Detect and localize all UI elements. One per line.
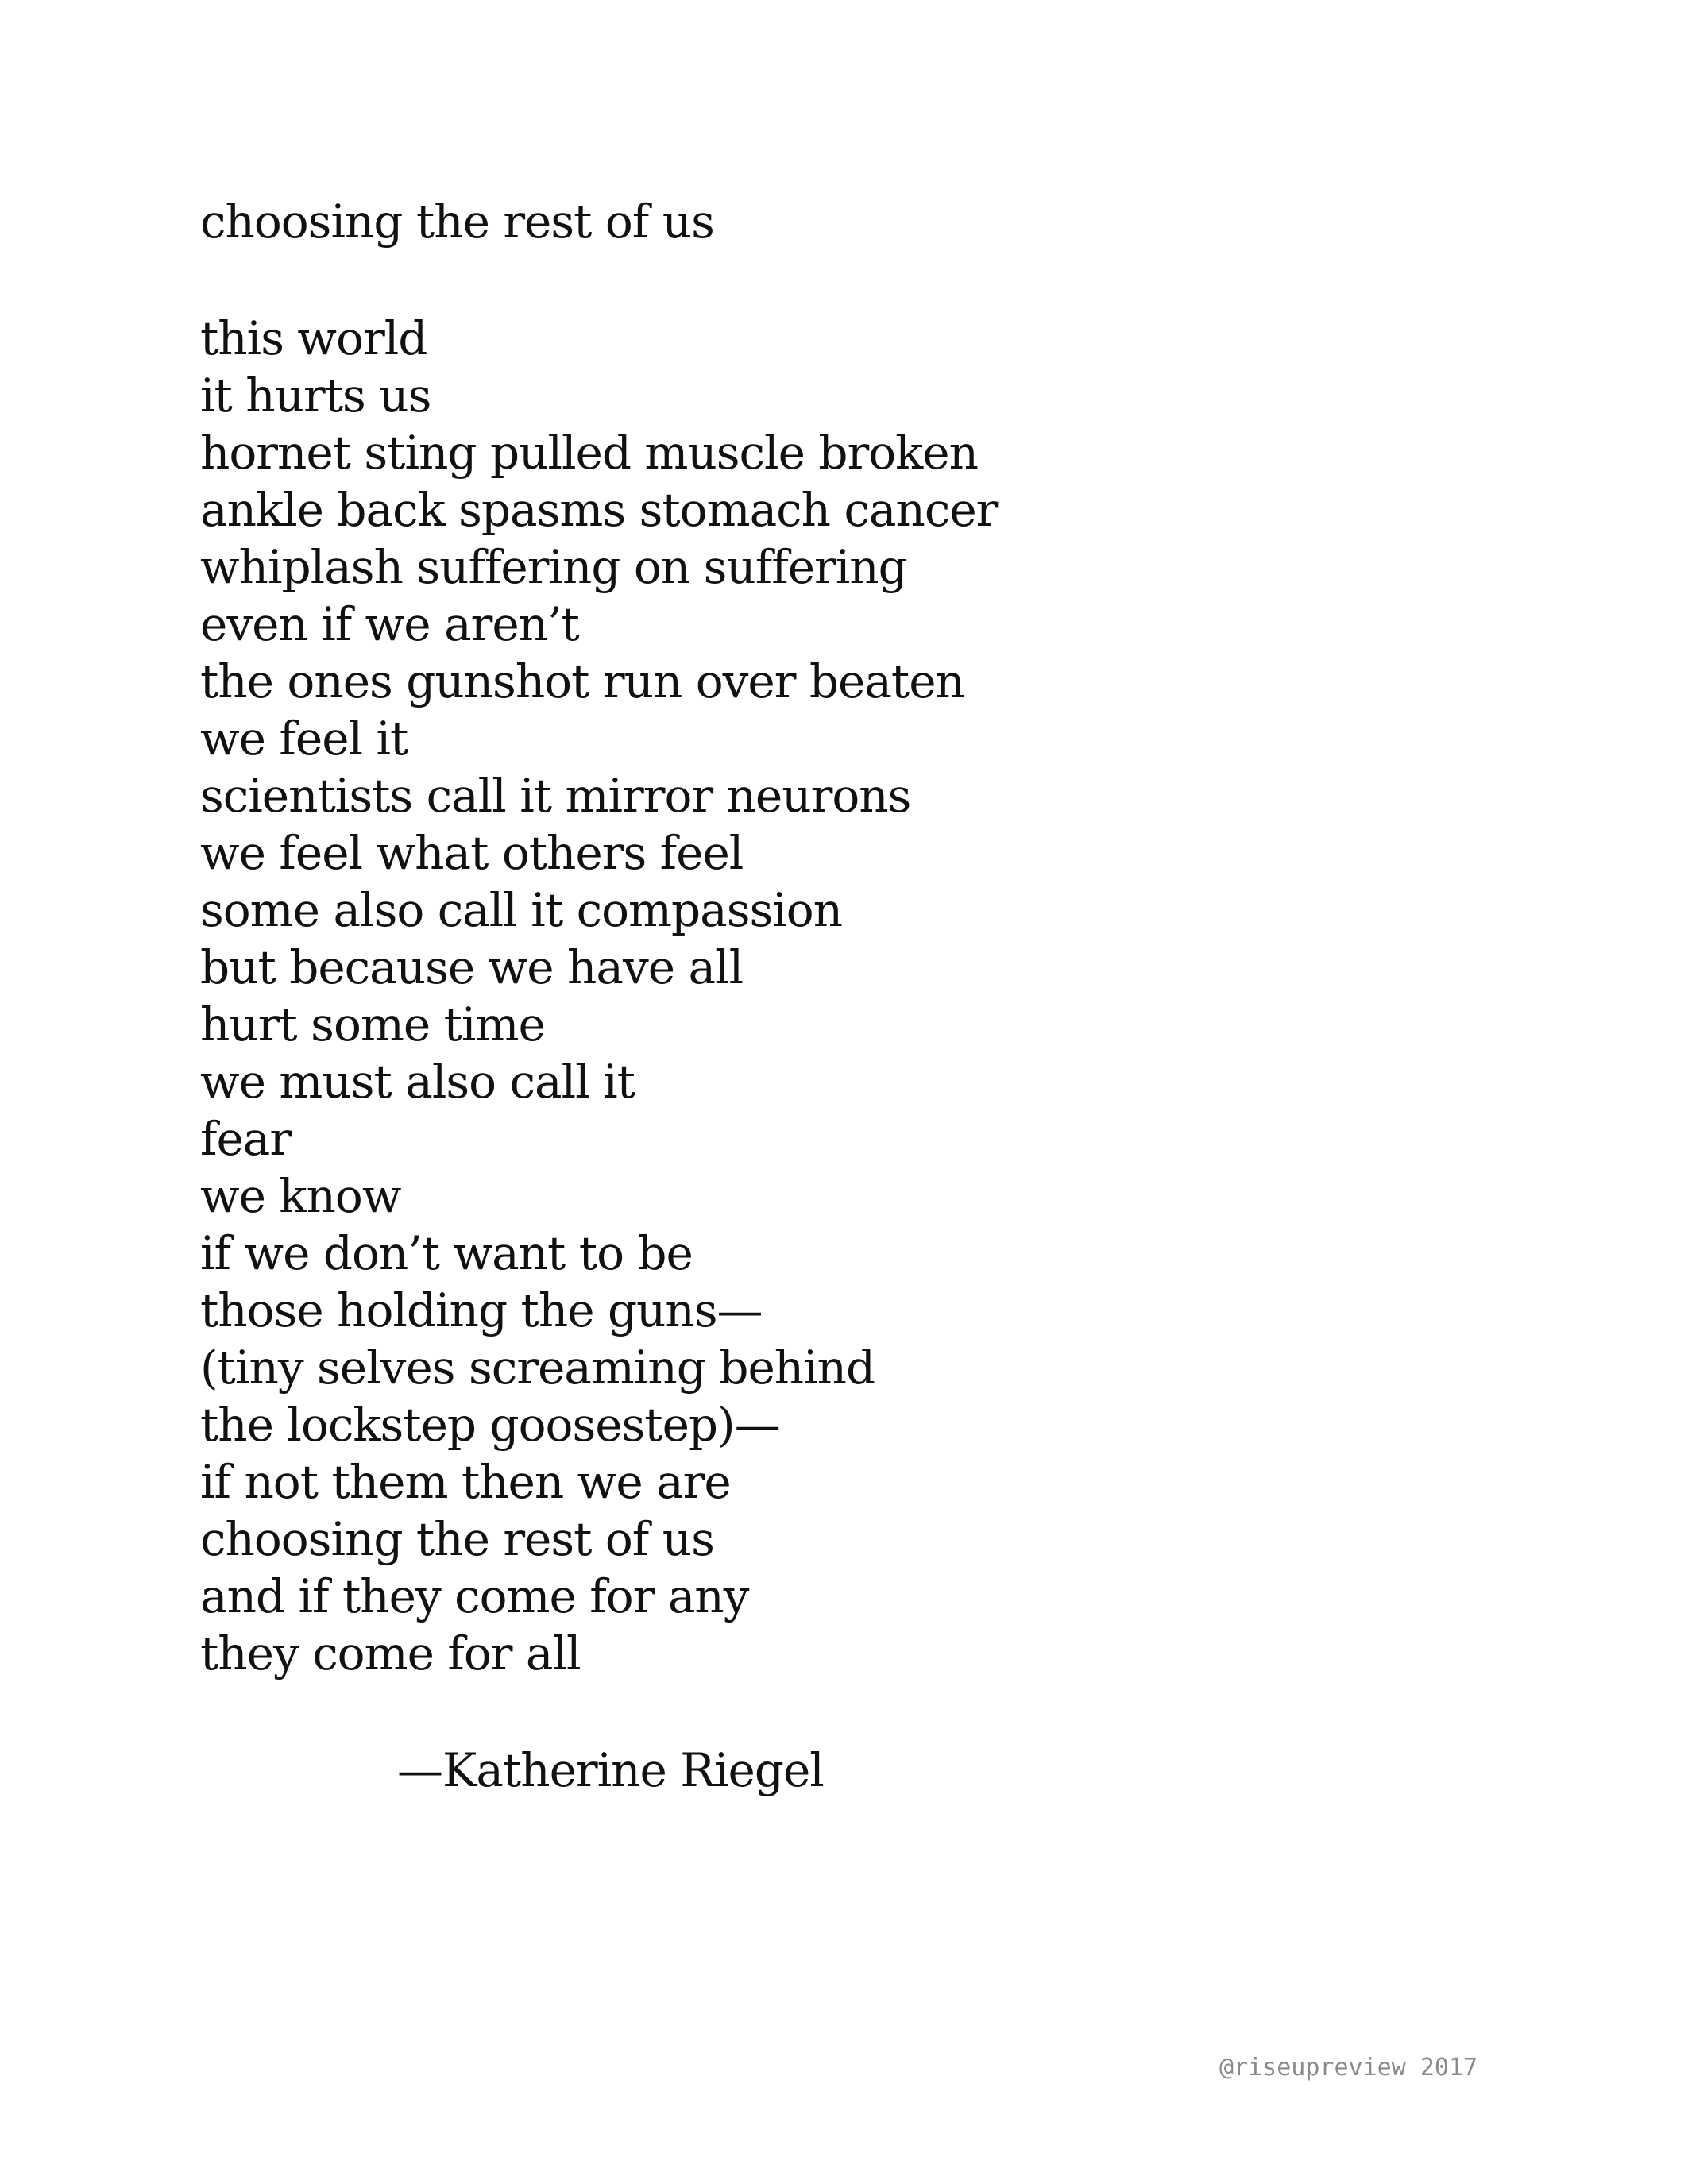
poem-line: we feel what others feel	[200, 826, 744, 880]
poem-line: hornet sting pulled muscle broken	[200, 426, 978, 480]
poem-line: even if we aren’t	[200, 597, 579, 651]
poem-line: if we don’t want to be	[200, 1226, 693, 1280]
poem-line: whiplash suffering on suffering	[200, 540, 907, 594]
poem-line: if not them then we are	[200, 1455, 731, 1509]
poem-line: we feel it	[200, 712, 408, 766]
poem-line: (tiny selves screaming behind	[200, 1341, 875, 1395]
poem-line: and if they come for any	[200, 1569, 749, 1623]
poem-line: it hurts us	[200, 369, 431, 423]
poem-line: scientists call it mirror neurons	[200, 769, 911, 823]
poem-line: hurt some time	[200, 997, 545, 1051]
poem-title: choosing the rest of us	[200, 195, 714, 249]
poem-line: we know	[200, 1169, 401, 1223]
poem-line: they come for all	[200, 1626, 581, 1680]
poem-attribution: —Katherine Riegel	[397, 1743, 824, 1797]
poem-line: this world	[200, 311, 427, 365]
poem-line: fear	[200, 1112, 292, 1166]
poem-body	[200, 310, 997, 1682]
poem-line: some also call it compassion	[200, 883, 843, 937]
poem-line: but because we have all	[200, 940, 744, 994]
poem-line: we must also call it	[200, 1055, 635, 1109]
poem-line: choosing the rest of us	[200, 1512, 714, 1566]
poem-line: ankle back spasms stomach cancer	[200, 483, 998, 537]
watermark: @riseupreview 2017	[1219, 2054, 1478, 2082]
poem-line: those holding the guns—	[200, 1283, 763, 1337]
poem-line: the ones gunshot run over beaten	[200, 654, 964, 708]
poem-line: the lockstep goosestep)—	[200, 1398, 780, 1452]
